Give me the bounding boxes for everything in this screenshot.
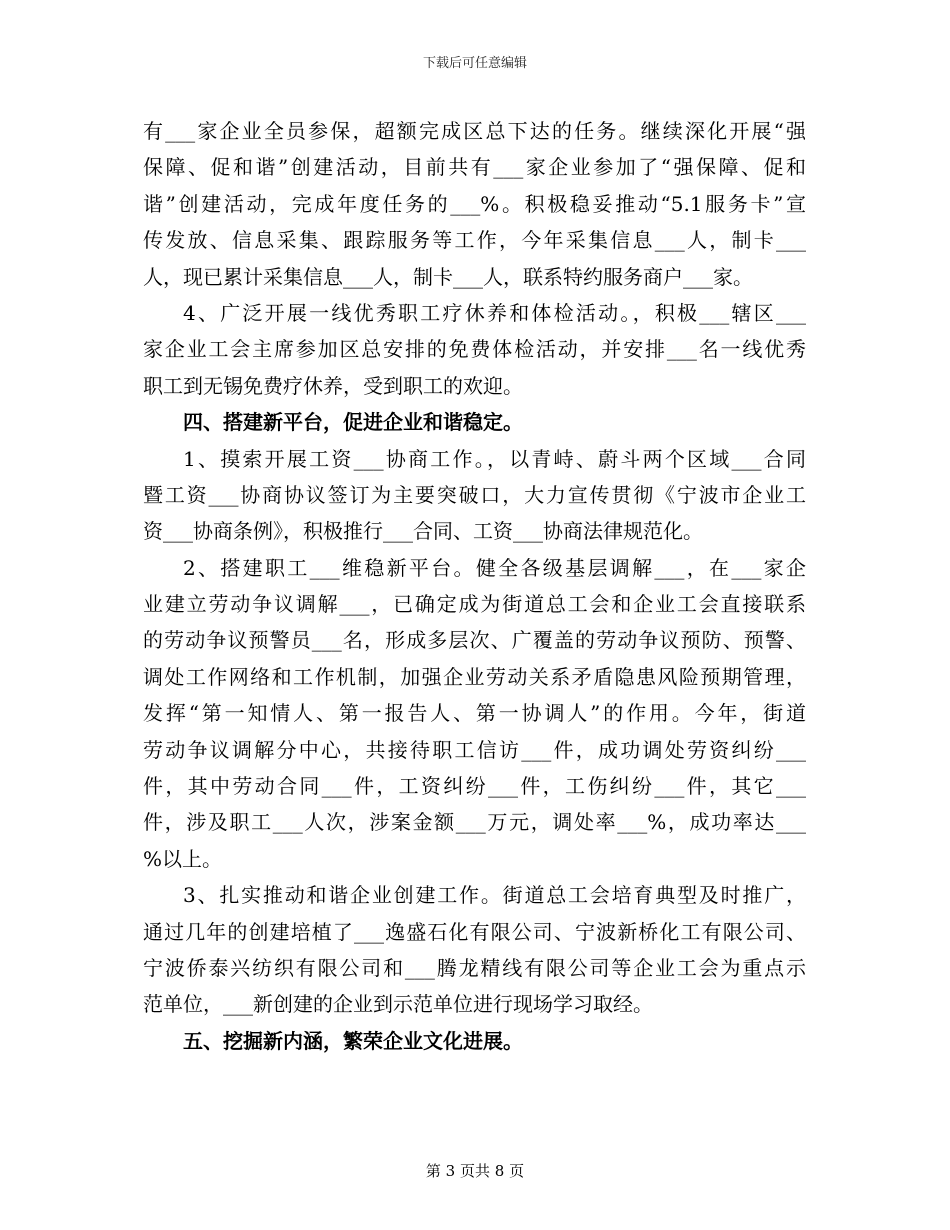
text-line: 暨工资___协商协议签订为主要突破口，大力宣传贯彻《宁波市企业工 [143,482,806,507]
text-line: 件，其中劳动合同___件，工资纠纷___件，工伤纠纷___件，其它___ [143,774,806,799]
text-line: 发挥“第一知情人、第一报告人、第一协调人”的作用。今年，街道 [143,701,806,726]
text-line: 1、摸索开展工资___协商工作。，以青峙、蔚斗两个区域___合同 [183,446,806,471]
text-line: 调处工作网络和工作机制，加强企业劳动关系矛盾隐患风险预期管理， [143,664,806,689]
text-line: 家企业工会主席参加区总安排的免费体检活动，并安排___名一线优秀 [143,337,806,362]
section-heading: 四、搭建新平台，促进企业和谐稳定。 [183,410,523,435]
text-line: 资___协商条例》，积极推行___合同、工资___协商法律规范化。 [143,519,703,544]
text-line: 4、广泛开展一线优秀职工疗休养和体检活动。，积极___辖区___ [183,300,806,325]
text-line: 人，现已累计采集信息___人，制卡___人，联系特约服务商户___家。 [143,264,753,289]
document-body [143,113,806,1059]
text-line: 范单位，___新创建的企业到示范单位进行现场学习取经。 [143,992,653,1017]
page-header: 下载后可任意编辑 [422,56,527,71]
text-line: 宁波侨泰兴纺织有限公司和___腾龙精线有限公司等企业工会为重点示 [143,955,806,980]
text-line: 保障、促和谐”创建活动，目前共有___家企业参加了“强保障、促和 [143,155,806,180]
text-line: 通过几年的创建培植了___逸盛石化有限公司、宁波新桥化工有限公司、 [143,919,806,944]
text-line: 业建立劳动争议调解___，已确定成为街道总工会和企业工会直接联系 [143,592,806,617]
text-line: 有___家企业全员参保，超额完成区总下达的任务。继续深化开展“强 [143,119,806,143]
text-line: 件，涉及职工___人次，涉案金额___万元，调处率___%，成功率达___ [143,810,806,835]
page-footer: 第 3 页共 8 页 [425,1162,525,1180]
section-heading: 五、挖掘新内涵，繁荣企业文化进展。 [183,1028,523,1053]
text-line: 3、扎实推动和谐企业创建工作。街道总工会培育典型及时推广， [183,883,806,908]
text-line: 劳动争议调解分中心，共接待职工信访___件，成功调处劳资纠纷___ [143,737,806,762]
text-line: 2、搭建职工___维稳新平台。健全各级基层调解___，在___家企 [183,555,806,580]
text-line: 谐”创建活动，完成年度任务的___%。积极稳妥推动“5.1服务卡”宣 [143,191,806,216]
text-line: 传发放、信息采集、跟踪服务等工作，今年采集信息___人，制卡___ [143,228,806,253]
text-line: 职工到无锡免费疗休养，受到职工的欢迎。 [143,373,523,398]
text-line: %以上。 [143,846,223,871]
text-line: 的劳动争议预警员___名，形成多层次、广覆盖的劳动争议预防、预警、 [143,628,806,653]
